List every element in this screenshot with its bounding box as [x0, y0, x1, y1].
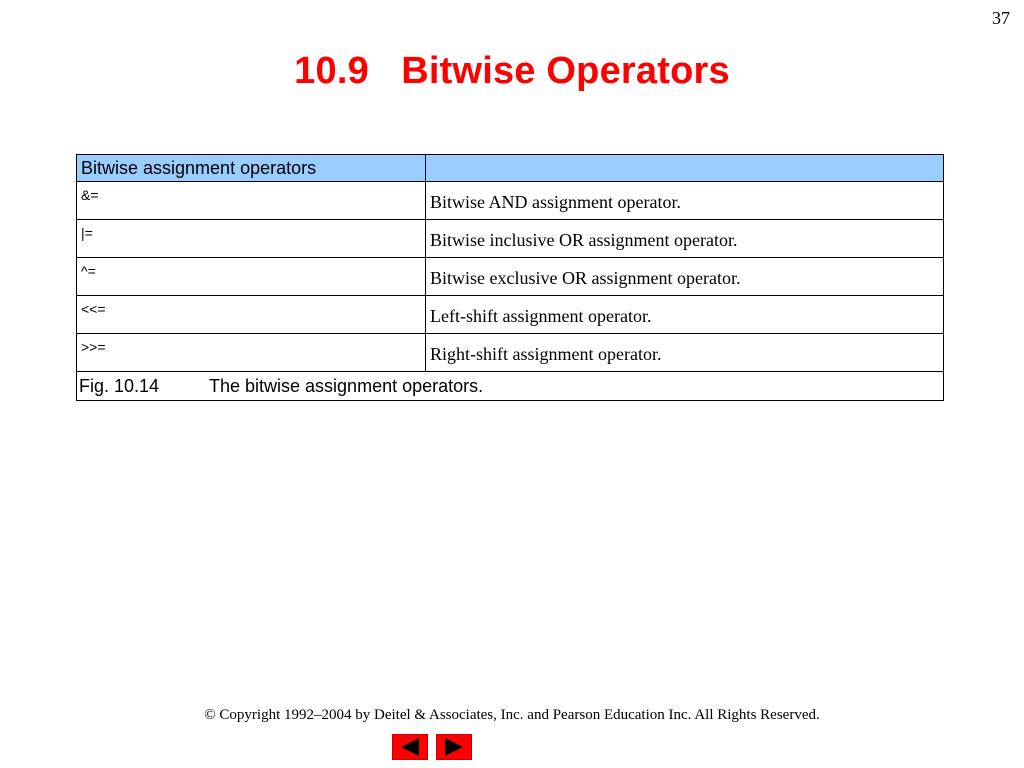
operator-cell: >>=: [77, 334, 426, 372]
description-cell: Left-shift assignment operator.: [426, 296, 944, 334]
left-arrow-icon: [393, 735, 427, 759]
figure-caption-text: The bitwise assignment operators.: [209, 376, 484, 396]
previous-slide-button[interactable]: [392, 734, 428, 760]
slide-navigation: [392, 734, 472, 760]
operator-cell: &=: [77, 182, 426, 220]
table-header: Bitwise assignment operators: [77, 155, 426, 182]
operators-table: [76, 154, 944, 401]
copyright-notice: © Copyright 1992–2004 by Deitel & Associates, Inc. and Pearson Education Inc. All Rights Reserved.: [204, 707, 820, 723]
table-row: [77, 334, 944, 372]
table-row: [77, 220, 944, 258]
description-cell: Bitwise AND assignment operator.: [426, 182, 944, 220]
right-arrow-icon: [437, 735, 471, 759]
description-cell: Bitwise inclusive OR assignment operator.: [426, 220, 944, 258]
table-header-empty: [426, 155, 944, 182]
page-number: 37: [992, 8, 1010, 28]
next-slide-button[interactable]: [436, 734, 472, 760]
table-header-row: [77, 155, 944, 182]
figure-caption-row: [77, 372, 944, 401]
description-cell: Bitwise exclusive OR assignment operator.: [426, 258, 944, 296]
table-row: [77, 296, 944, 334]
operator-cell: |=: [77, 220, 426, 258]
table-row: [77, 258, 944, 296]
table-row: [77, 182, 944, 220]
slide-title: 10.9 Bitwise Operators: [294, 50, 730, 92]
figure-caption-label: Fig. 10.14: [79, 376, 160, 396]
figure-caption: [77, 372, 944, 401]
operator-cell: <<=: [77, 296, 426, 334]
operator-cell: ^=: [77, 258, 426, 296]
description-cell: Right-shift assignment operator.: [426, 334, 944, 372]
